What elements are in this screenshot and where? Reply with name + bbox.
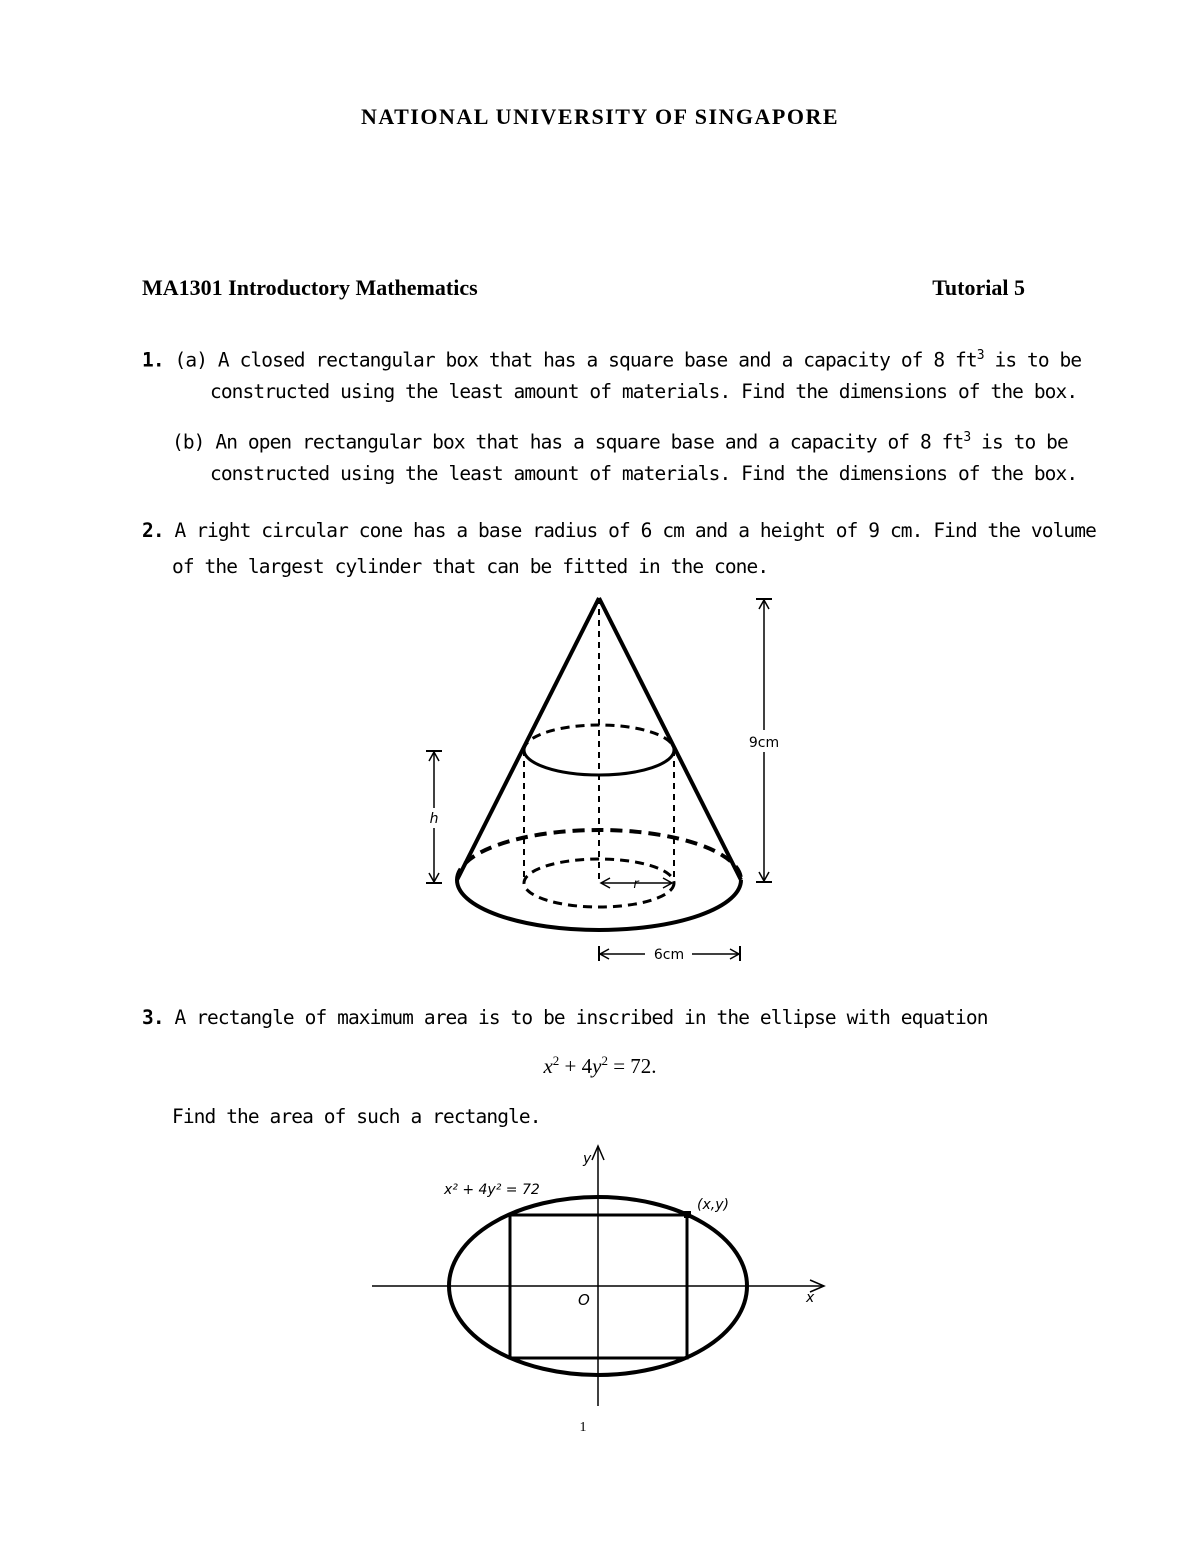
q1-a-label: (a) [174, 348, 208, 372]
eq-y: y [592, 1054, 602, 1078]
q2-number: 2. [142, 519, 164, 542]
q1-b-text-end: is to be [970, 430, 1068, 454]
point-label: (x,y) [697, 1197, 729, 1213]
ellipse-label: x² + 4y² = 72 [444, 1182, 540, 1198]
q1-a-exponent: 3 [976, 348, 984, 363]
university-name: NATIONAL UNIVERSITY OF SINGAPORE [360, 104, 840, 129]
q1-a-line2: constructed using the least amount of materials. Find the dimensions of the box. [210, 380, 1078, 403]
r-label: r [633, 877, 639, 892]
eq-x-exponent: 2 [552, 1053, 560, 1068]
q1-b-label: (b) [172, 430, 205, 454]
q1-a-text-end: is to be [983, 348, 1082, 372]
y-axis-label: y [583, 1151, 592, 1167]
q2-line2: of the largest cylinder that can be fitted in the cone. [172, 555, 769, 578]
page-number: 1 [579, 1420, 587, 1435]
eq-rhs: = 72. [607, 1054, 657, 1078]
q1-b-text: An open rectangular box that has a square base and a capacity of 8 ft [215, 430, 964, 454]
q3-number: 3. [142, 1006, 164, 1029]
q1-b-exponent: 3 [963, 430, 971, 445]
corner-point [684, 1211, 691, 1218]
q1-b-line2: constructed using the least amount of materials. Find the dimensions of the box. [210, 462, 1078, 485]
height-label: 9cm [748, 735, 780, 751]
q1-a-text: A closed rectangular box that has a square base and a capacity of 8 ft [217, 348, 977, 372]
h-label: h [429, 811, 439, 827]
radius-label: 6cm [653, 947, 685, 963]
origin-label: O [578, 1291, 590, 1309]
q1-number: 1. [142, 348, 164, 372]
x-axis-label: x [806, 1290, 815, 1306]
tutorial-number: Tutorial 5 [932, 275, 1025, 300]
eq-y-exponent: 2 [601, 1053, 608, 1068]
q2-text: A right circular cone has a base radius of 6 cm and a height of 9 cm. Find the volume [174, 519, 1096, 542]
eq-plus: + 4 [559, 1054, 593, 1078]
course-title: MA1301 Introductory Mathematics [142, 275, 478, 300]
q3-line2: Find the area of such a rectangle. [172, 1105, 541, 1128]
q3-text: A rectangle of maximum area is to be inscribed in the ellipse with equation [174, 1006, 988, 1029]
eq-x: x [543, 1054, 553, 1078]
